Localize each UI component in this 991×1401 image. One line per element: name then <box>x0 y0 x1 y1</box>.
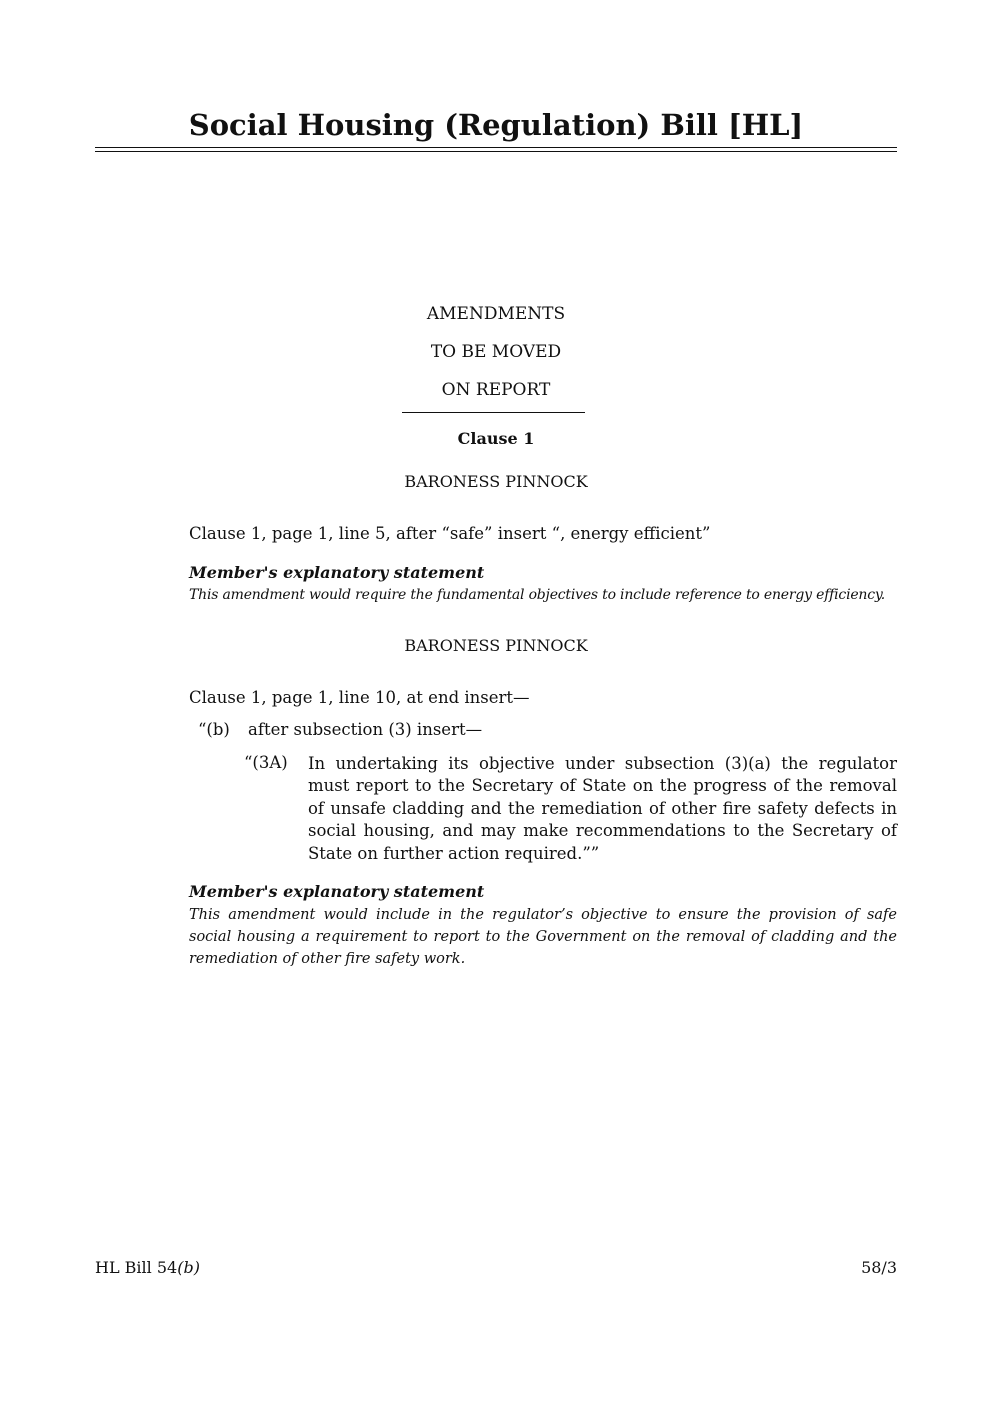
footer-bill-reference <box>95 1258 200 1277</box>
sub-paragraph-b-text: after subsection (3) insert— <box>248 720 483 739</box>
subsection-3a-label: “(3A) <box>244 753 288 772</box>
amendment-2-text: Clause 1, page 1, line 10, at end insert— <box>189 688 530 707</box>
subsection-3a-text: In undertaking its objective under subsection (3)(a) the regulator must report to the Secretary of State on the progress of the removal of unsafe cladding and the remediation of other fire safety defects in social housing, and may make recommendations to the Secretary of State on further action required.”” <box>308 754 897 863</box>
explanatory-statement-text-2: This amendment would include in the regulator’s objective to ensure the provision of safe social housing a requirement to report to the Government on the removal of cladding and the remediation of other fire safety work. <box>189 907 897 967</box>
document-title: Social Housing (Regulation) Bill [HL] <box>188 108 804 142</box>
amendments-heading-line1: AMENDMENTS <box>426 304 566 324</box>
amendments-heading-line3: ON REPORT <box>441 380 551 400</box>
explanatory-statement-heading-2: Member's explanatory statement <box>189 882 485 901</box>
amendment-1-text: Clause 1, page 1, line 5, after “safe” insert “, energy efficient” <box>189 524 711 543</box>
sub-paragraph-b-label: “(b) <box>198 720 230 739</box>
footer-bill-suffix: (b) <box>177 1258 200 1277</box>
amendments-heading-line2: TO BE MOVED <box>430 342 562 362</box>
footer-bill-number: HL Bill 54 <box>95 1258 178 1277</box>
clause-heading: Clause 1 <box>457 429 535 448</box>
explanatory-statement-text-1: This amendment would require the fundamental objectives to include reference to energy efficiency. <box>189 587 885 603</box>
title-rule-top <box>95 147 897 148</box>
title-rule-bottom <box>95 151 897 152</box>
footer-page-reference: 58/3 <box>861 1258 897 1277</box>
member-name-2: BARONESS PINNOCK <box>404 636 588 655</box>
heading-divider <box>402 412 585 413</box>
explanatory-statement-heading-1: Member's explanatory statement <box>189 563 485 582</box>
member-name-1: BARONESS PINNOCK <box>404 472 588 491</box>
